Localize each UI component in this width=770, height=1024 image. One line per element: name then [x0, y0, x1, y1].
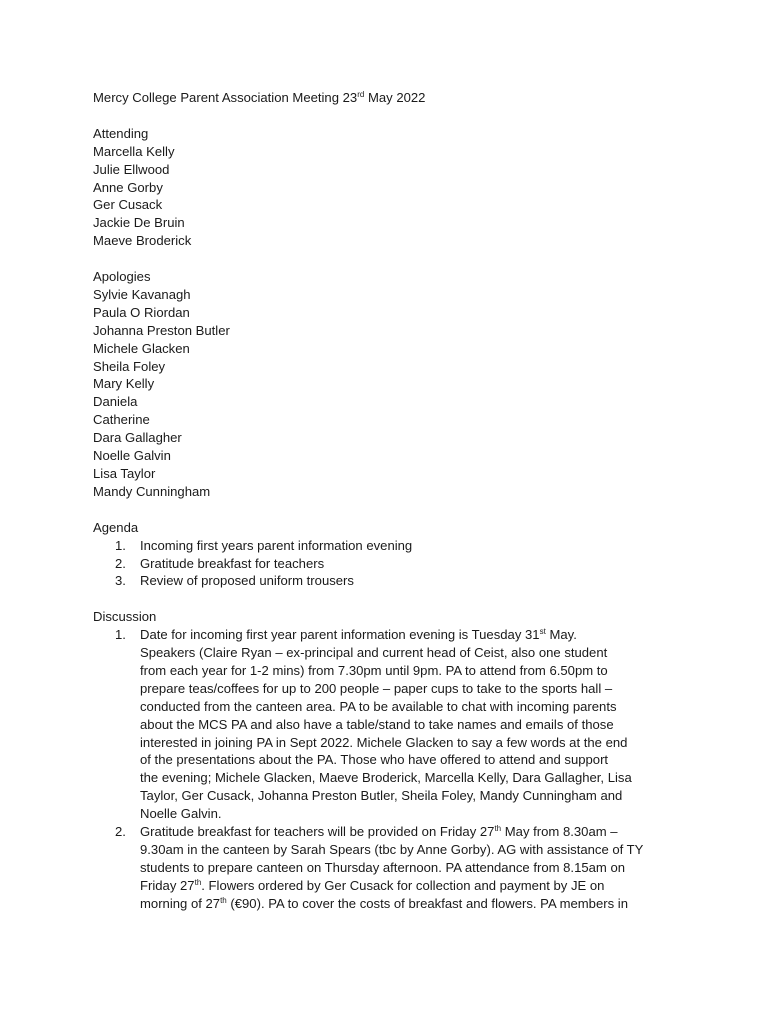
agenda-item: [93, 555, 683, 573]
paragraph-line: students to prepare canteen on Thursday afternoon. PA attendance from 8.15am on: [140, 859, 626, 875]
discussion-item: [93, 626, 683, 823]
paragraph-line: about the MCS PA and also have a table/stand to take names and emails of those: [140, 716, 614, 732]
text-run: (€90). PA to cover the costs of breakfast and flowers. PA members in: [226, 895, 628, 911]
apology-name: Paula O Riordan: [93, 304, 190, 320]
paragraph-line: from each year for 1-2 mins) from 7.30pm until 9pm. PA to attend from 6.50pm to: [140, 662, 608, 678]
spacer: [93, 501, 683, 519]
title-date-suffix: May 2022: [364, 90, 426, 105]
discussion-section: [93, 608, 683, 912]
superscript: st: [539, 627, 546, 637]
agenda-list: [93, 537, 683, 591]
attendee-name: Ger Cusack: [93, 197, 163, 213]
attendee-name: Jackie De Bruin: [93, 215, 185, 231]
page-title: [93, 89, 683, 107]
apology-name: Mandy Cunningham: [93, 483, 211, 499]
spacer: [93, 250, 683, 268]
apology-name: Dara Gallagher: [93, 430, 182, 446]
paragraph-line: conducted from the canteen area. PA to be available to chat with incoming parents: [140, 698, 617, 714]
superscript: th: [194, 877, 202, 887]
discussion-item: [93, 823, 683, 913]
paragraph-line: the evening; Michele Glacken, Maeve Broderick, Marcella Kelly, Dara Gallagher, Lisa: [140, 770, 632, 786]
text-run: Gratitude breakfast for teachers will be provided on Friday 27: [140, 824, 495, 840]
attendee-name: Julie Ellwood: [93, 161, 170, 177]
attendee-name: Maeve Broderick: [93, 233, 192, 249]
text-run: May from 8.30am –: [501, 824, 618, 840]
paragraph-line: Noelle Galvin.: [140, 806, 222, 822]
text-run: . Flowers ordered by Ger Cusack for collection and payment by JE on: [201, 877, 605, 893]
title-text: Mercy College Parent Association Meeting 23: [93, 90, 358, 105]
apology-name: Mary Kelly: [93, 376, 155, 392]
paragraph-line: [140, 823, 683, 841]
paragraph-line: Speakers (Claire Ryan – ex-principal and current head of Ceist, also one student: [140, 645, 608, 661]
apology-name: Sylvie Kavanagh: [93, 286, 191, 302]
apologies-heading: Apologies: [93, 269, 151, 285]
apology-name: Sheila Foley: [93, 358, 166, 374]
spacer: [93, 590, 683, 608]
list-number: 3.: [115, 573, 126, 589]
apology-name: Noelle Galvin: [93, 448, 171, 464]
list-number: 1.: [115, 627, 126, 643]
title-superscript: rd: [357, 90, 365, 99]
apology-name: Michele Glacken: [93, 340, 190, 356]
apology-name: Daniela: [93, 394, 138, 410]
paragraph-line: [140, 626, 683, 644]
text-run: Friday 27: [140, 877, 195, 893]
paragraph-line: interested in joining PA in Sept 2022. Michele Glacken to say a few words at the end: [140, 734, 628, 750]
attendee-name: Marcella Kelly: [93, 143, 175, 159]
paragraph-line: 9.30am in the canteen by Sarah Spears (tbc by Anne Gorby). AG with assistance of TY: [140, 842, 644, 857]
attending-section: [93, 125, 683, 250]
document-body: [93, 89, 683, 913]
attending-heading: Attending: [93, 125, 149, 141]
agenda-item-text: Gratitude breakfast for teachers: [140, 555, 325, 571]
text-run: morning of 27: [140, 895, 221, 911]
agenda-item-text: Incoming first years parent information evening: [140, 537, 413, 553]
agenda-item-text: Review of proposed uniform trousers: [140, 573, 354, 589]
apologies-section: [93, 268, 683, 501]
text-run: Date for incoming first year parent information evening is Tuesday 31: [140, 627, 540, 643]
spacer: [93, 107, 683, 125]
list-number: 1.: [115, 537, 126, 553]
paragraph-line: [140, 895, 683, 913]
apology-name: Johanna Preston Butler: [93, 322, 230, 338]
discussion-heading: Discussion: [93, 609, 157, 625]
paragraph-line: prepare teas/coffees for up to 200 people – paper cups to take to the sports hall –: [140, 680, 613, 696]
apology-name: Catherine: [93, 412, 150, 428]
list-number: 2.: [115, 555, 126, 571]
apology-name: Lisa Taylor: [93, 466, 156, 481]
text-run: May.: [545, 627, 577, 643]
agenda-item: [93, 537, 683, 555]
agenda-item: [93, 572, 683, 590]
paragraph-line: [140, 877, 683, 895]
superscript: th: [220, 895, 227, 905]
paragraph-line: of the presentations about the PA. Those who have offered to attend and support: [140, 752, 609, 768]
attendee-name: Anne Gorby: [93, 179, 163, 195]
superscript: th: [494, 824, 502, 834]
list-number: 2.: [115, 824, 126, 840]
agenda-heading: Agenda: [93, 519, 139, 535]
paragraph-line: Taylor, Ger Cusack, Johanna Preston Butler, Sheila Foley, Mandy Cunningham and: [140, 788, 623, 804]
agenda-section: [93, 519, 683, 591]
discussion-list: [93, 626, 683, 913]
